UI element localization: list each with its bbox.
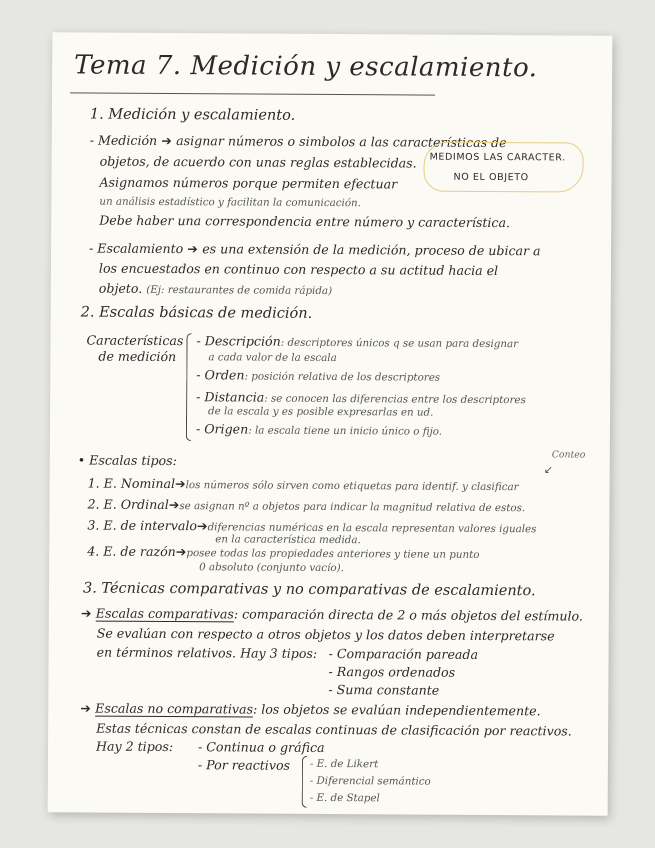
section-2-heading: 2. Escalas básicas de medición. — [80, 304, 313, 322]
caracteristicas-label-1: Características — [86, 332, 184, 349]
brace-icon — [302, 756, 307, 808]
medicion-line-4: un análisis estadístico y facilitan la comunicación. — [99, 195, 361, 210]
tipo-label-4: 4. E. de razón — [87, 543, 176, 560]
reactivos-item-2: - Diferencial semántico — [309, 774, 431, 788]
notebook-page — [48, 32, 613, 815]
origen-item — [196, 421, 442, 438]
section-3-heading: 3. Técnicas comparativas y no comparativas de escalamiento. — [82, 580, 536, 600]
tipo-item-3 — [87, 518, 536, 536]
reactivos-item-3: - E. de Stapel — [309, 791, 380, 805]
orden-label: - Orden — [196, 367, 245, 383]
title-underline — [70, 92, 435, 95]
note-line-2: NO EL OBJETO — [453, 171, 529, 184]
tipo-text-3-line-2: en la característica medida. — [215, 533, 361, 547]
tipo-text-4-line-2: 0 absoluto (conjunto vacío). — [199, 561, 344, 575]
escalas-tipos-heading: • Escalas tipos: — [77, 452, 177, 469]
comparativas-line-2: Se evalúan con respecto a otros objetos y los datos deben interpretarse — [96, 625, 555, 644]
descripcion-item — [196, 333, 518, 350]
distancia-text-2: de la escala y es posible expresarlas en ud. — [208, 405, 434, 419]
reactivos-item-1: - E. de Likert — [309, 757, 379, 771]
arrow-icon: ➔ — [196, 518, 208, 534]
comparativas-line-1: : comparación directa de 2 o más objetos del estímulo. — [233, 606, 583, 624]
no-comparativas-type-1: - Continua o gráfica — [197, 739, 325, 755]
highlight-note-cloud — [423, 142, 583, 193]
medicion-line-3: Asignamos números porque permiten efectuar — [99, 174, 398, 192]
medicion-line-5: Debe haber una correspondencia entre número y característica. — [99, 212, 511, 231]
arrow-icon: ➔ — [80, 605, 96, 621]
tipo-label-1: 1. E. Nominal — [87, 475, 176, 492]
no-comparativas-definition — [80, 700, 540, 718]
brace-icon — [186, 333, 192, 441]
tipo-text-3: diferencias numéricas en la escala representan valores iguales — [207, 521, 537, 536]
distancia-text: : se conocen las diferencias entre los descriptores — [264, 392, 526, 407]
tipo-text-1: los números sólo sirven como etiquetas para identif. y clasificar — [185, 479, 519, 494]
no-comparativas-line-3: Hay 2 tipos: — [95, 738, 174, 755]
orden-item — [196, 367, 440, 383]
comparativas-type-2: - Rangos ordenados — [328, 663, 456, 680]
arrow-icon: ➔ — [161, 132, 177, 149]
medicion-line-1: asignar números o simbolos a las características de — [176, 133, 507, 151]
comparativas-type-3: - Suma constante — [328, 681, 440, 698]
comparativas-line-3: en términos relativos. Hay 3 tipos: — [96, 644, 318, 661]
tipo-label-3: 3. E. de intervalo — [87, 517, 198, 534]
no-comparativas-type-2: - Por reactivos — [197, 757, 291, 773]
arrow-icon: ➔ — [175, 476, 186, 492]
arrow-icon: ➔ — [80, 700, 96, 716]
medicion-line-2: objetos, de acuerdo con unas reglas establecidas. — [99, 153, 417, 171]
escalamiento-objeto: objeto. — [98, 280, 143, 296]
escalamiento-example: (Ej: restaurantes de comida rápida) — [146, 283, 333, 298]
arrow-icon: ➔ — [168, 497, 180, 513]
comparativas-definition — [81, 605, 583, 623]
escalamiento-label: - Escalamiento — [89, 240, 184, 257]
note-line-1: MEDIMOS LAS CARACTER. — [429, 151, 566, 164]
no-comparativas-label: Escalas no comparativas — [95, 700, 254, 717]
descripcion-text: : descriptores únicos q se usan para designar — [280, 336, 519, 351]
origen-label: - Origen — [195, 421, 249, 437]
tipo-item-2 — [87, 497, 525, 515]
escalamiento-line-2: los encuestados en continuo con respecto a su actitud hacia el — [98, 260, 499, 279]
arrow-icon: ➔ — [187, 241, 203, 257]
section-1-heading: 1. Medición y escalamiento. — [89, 106, 296, 124]
medicion-label: - Medición — [89, 132, 158, 148]
tipo-item-1 — [88, 476, 519, 494]
orden-text: : posición relativa de los descriptores — [244, 370, 441, 384]
curved-arrow-icon: ↙ — [543, 463, 553, 477]
no-comparativas-line-2: Estas técnicas constan de escalas continuas de clasificación por reactivos. — [96, 720, 572, 739]
distancia-label: - Distancia — [196, 389, 265, 405]
origen-text: : la escala tiene un inicio único o fijo. — [248, 424, 443, 438]
tipo-item-4 — [87, 544, 479, 561]
comparativas-label: Escalas comparativas — [95, 605, 234, 622]
escalamiento-line-1: es una extensión de la medición, proceso de ubicar a — [202, 241, 541, 259]
tipo-label-2: 2. E. Ordinal — [87, 496, 169, 513]
comparativas-type-1: - Comparación pareada — [328, 645, 479, 662]
descripcion-label: - Descripción — [196, 333, 281, 349]
distancia-item — [196, 389, 526, 406]
conteo-note: Conteo — [551, 449, 586, 461]
escalamiento-definition — [89, 241, 541, 259]
page-title: Tema 7. Medición y escalamiento. — [74, 50, 538, 84]
tipo-text-4: posee todas las propiedades anteriores y tiene un punto — [186, 547, 480, 561]
arrow-icon: ➔ — [175, 544, 187, 560]
no-comparativas-line-1: : los objetos se evalúan independientemente. — [252, 701, 541, 719]
descripcion-text-2: a cada valor de la escala — [208, 351, 337, 365]
caracteristicas-label-2: de medición — [98, 348, 177, 365]
escalamiento-line-3 — [99, 281, 332, 297]
tipo-text-2: se asignan nº a objetos para indicar la magnitud relativa de estos. — [179, 500, 526, 515]
